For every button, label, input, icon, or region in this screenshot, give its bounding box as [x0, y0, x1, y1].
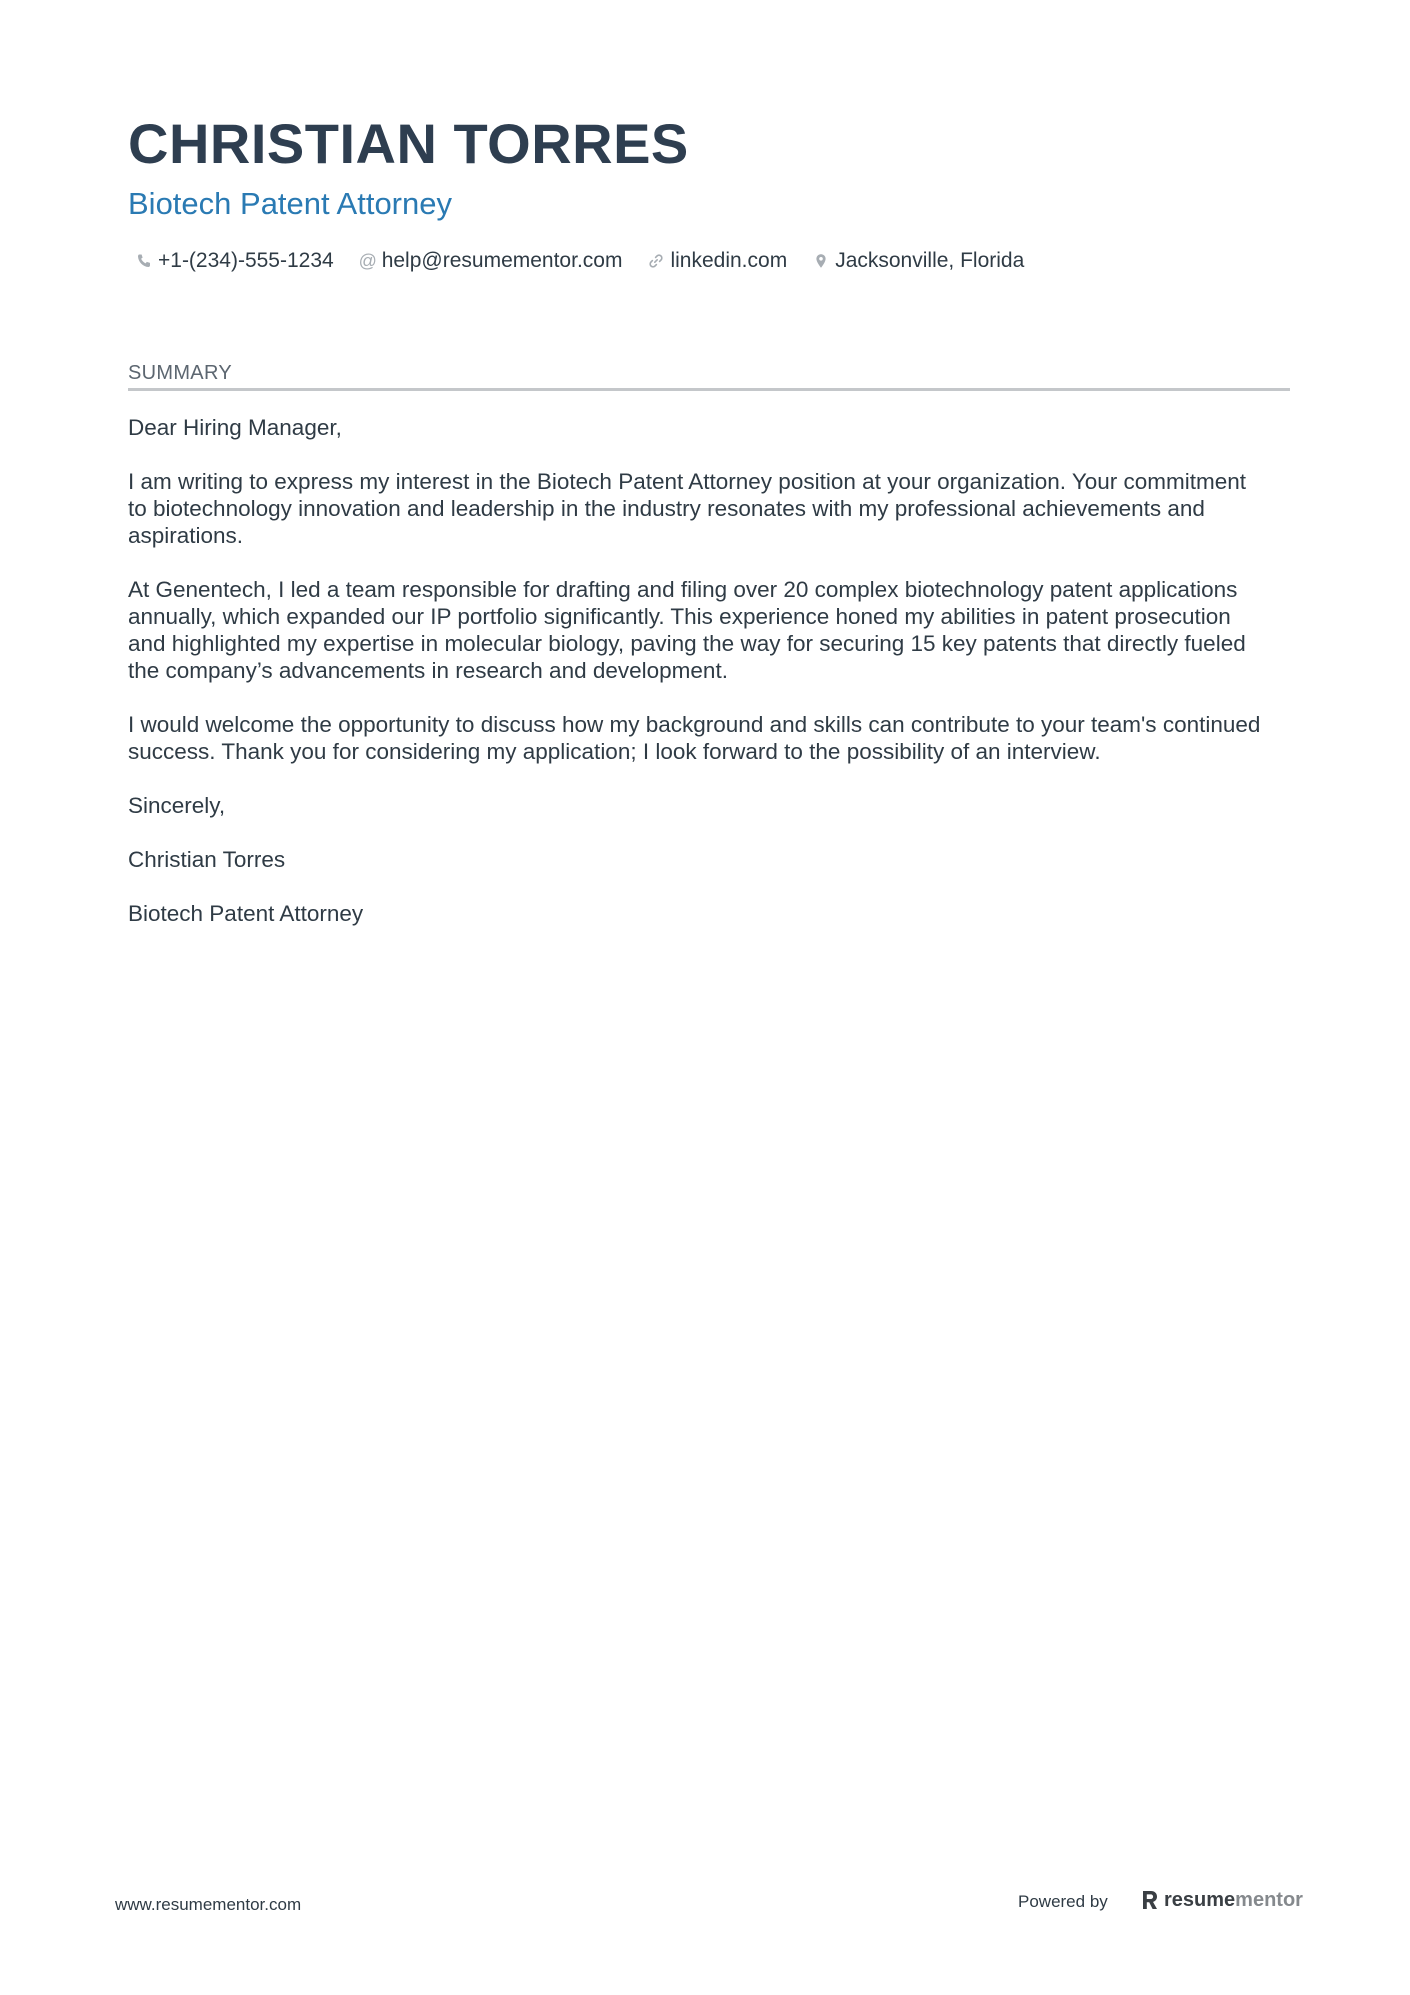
resumementor-logo-icon: [1140, 1889, 1160, 1911]
candidate-name: CHRISTIAN TORRES: [128, 112, 689, 175]
link-icon: [648, 253, 664, 269]
candidate-job-title: Biotech Patent Attorney: [128, 186, 452, 221]
phone-icon: [136, 253, 152, 269]
summary-heading: SUMMARY: [128, 360, 1290, 391]
contact-website: [648, 246, 787, 276]
powered-by-label: Powered by: [1018, 1892, 1108, 1911]
contact-phone-text: +1-(234)-555-1234: [158, 249, 334, 272]
contact-location: [813, 246, 1024, 276]
letter-paragraph-3: I would welcome the opportunity to discuss how my background and skills can contribute to your team's continued success. Thank you for considering my application; I look forward to the possibility of an interview.: [128, 712, 1261, 764]
letter-paragraph-2: At Genentech, I led a team responsible for drafting and filing over 20 complex biotechnology patent applications annually, which expanded our IP portfolio significantly. This experience honed my abilities in patent prosecution and highlighted my expertise in molecular biology, paving the way for securing 15 key patents that directly fueled the company’s advancements in research and development.: [128, 577, 1246, 683]
cover-letter-body: [128, 414, 1268, 954]
location-pin-icon: [813, 253, 829, 269]
logo-text-resume: resume: [1164, 1889, 1236, 1911]
contact-location-text: Jacksonville, Florida: [835, 249, 1025, 272]
at-icon: [360, 253, 376, 269]
letter-paragraph-1: I am writing to express my interest in the Biotech Patent Attorney position at your organization. Your commitment to biotechnology innovation and leadership in the industry resonates with my professional achievements and aspirations.: [128, 469, 1247, 548]
contact-website-text: linkedin.com: [670, 249, 788, 272]
logo-text-mentor: mentor: [1235, 1889, 1303, 1911]
signature-title: Biotech Patent Attorney: [128, 901, 364, 926]
contact-phone: [136, 246, 334, 276]
contact-info-row: [136, 246, 1050, 276]
resumementor-logo: [1140, 1887, 1303, 1913]
salutation: Dear Hiring Manager,: [128, 415, 342, 440]
at-symbol: @: [358, 251, 377, 271]
contact-email: [360, 246, 623, 276]
contact-email-text: help@resumementor.com: [381, 249, 623, 272]
closing: Sincerely,: [128, 793, 226, 818]
signature-name: Christian Torres: [128, 847, 286, 872]
footer-website-link[interactable]: www.resumementor.com: [115, 1895, 302, 1914]
